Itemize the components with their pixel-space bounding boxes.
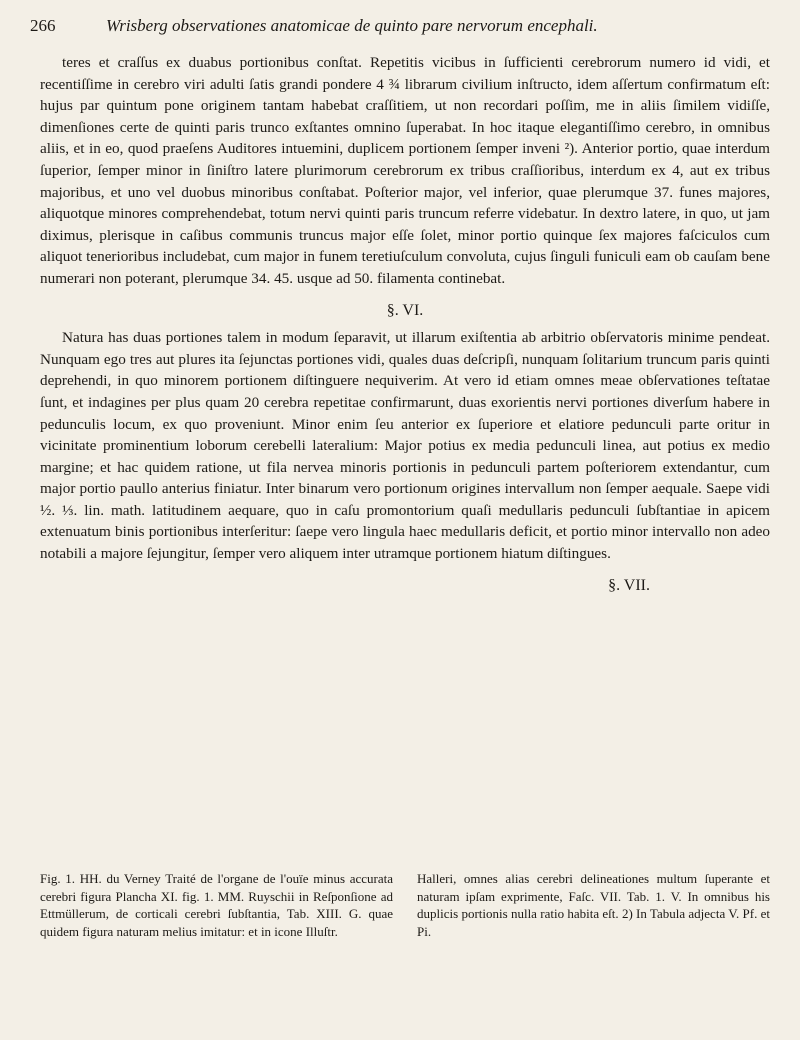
footnotes <box>40 870 770 940</box>
running-title: Wrisberg observationes anatomicae de quinto pare nervorum encephali. <box>106 16 598 35</box>
paragraph-section5-continuation: teres et craſſus ex duabus portionibus conſtat. Repetitis vicibus in ſufficienti cerebrorum numero id vidi, et recentiſſime in cerebro viri adulti ſatis grandi pondere 4 ¾ librarum civilium inſtructo, idem aſſertum confirmatum eſt: hujus par quintum pone originem tantam habebat craſſitiem, ut non recordari poſſim, me in aliis ſimilem vidiſſe, dimenſiones certe de quinti paris trunco exſtantes omnino ſuperabat. In hoc itaque elegantiſſimo cerebro, in omnibus aliis, et in eo, quod praeſens Auditores intuemini, duplicem portionem ſemper inveni ²). Anterior portio, quae interdum ſuperior, ſemper minor in ſiniſtro latere plurimorum cerebrorum ex tribus craſſioribus, interdum ex 4, aut ex tribus majoribus, et uno vel duobus minoribus conſtabat. Poſterior major, vel inferior, quae plerumque 37. funes majores, aliquotque minores comprehendebat, totum nervi quinti paris truncum referre videbatur. In dextro latere, in quo, ut jam diximus, plerisque in caſibus communis truncus major eſſe ſolet, minor portio quinque ſex majores faſciculos cum aliquot tenerioribus includebat, cum major in funem teretiuſculum convoluta, cujus ſinguli funiculi eam ob cauſam bene numerari non poterant, plerumque 34. 45. usque ad 50. filamenta continebat. <box>40 54 770 287</box>
footnote-right-text: Halleri, omnes alias cerebri delineationes multum ſuperante et naturam ipſam exprimente, Faſc. VII. Tab. 1. V. In omnibus his duplicis portionis nulla ratio habita eſt. 2) In Tabula adjecta V. Pf. et Pi. <box>417 871 770 939</box>
footnote-column-right <box>417 870 770 940</box>
running-header <box>30 14 770 42</box>
section-heading-vii: §. VII. <box>608 576 650 594</box>
footnote-column-left <box>40 870 393 940</box>
footnote-left-text: Fig. 1. HH. du Verney Traité de l'organe de l'ouïe minus accurata cerebri figura Plancha XI. fig. 1. MM. Ruyschii in Reſponſione ad Ettmüllerum, de corticali cerebri ſubſtantia, Tab. XIII. G. quae quidem figura naturam melius imitatur: et in icone Illuſtr. <box>40 871 393 939</box>
section-heading-vi: §. VI. <box>386 301 424 319</box>
paragraph-section6: Natura has duas portiones talem in modum ſeparavit, ut illarum exiſtentia ab arbitrio obſervatoris minime pendeat. Nunquam ego tres aut plures ita ſejunctas portiones vidi, quales duas deſcripſi, nunquam ſolitarium truncum paris quinti deprehendi, in quo minorem portionem diſtinguere nequiverim. At vero id etiam omnes meae obſervationes teſtatae ſunt, et indagines per plus quam 20 cerebra repetitae confirmarunt, duas exorientis nervi portiones diverſum habere in pedunculis locum, ex quo proveniunt. Minor enim ſeu anterior ex ſuperiore et elatiore pedunculi parte oritur in vicinitate prominentium loborum cerebelli lateralium: Major potius ex media pedunculi linea, aut potius ex medio margine; et hac quidem ratione, ut fila nervea minoris portionis in pedunculi partem poſteriorem extendantur, cum major portio paullo anterius finiatur. Inter binarum vero portionum origines intervallum non ſemper aequale. Saepe vidi ½. ⅓. lin. math. latitudinem aequare, quo in caſu promontorium quaſi medullaris pedunculi ſubſtantiae in apicem extenuatum binis portionibus interſeritur: ſaepe vero lingula haec medullaris deficit, et portio minor intervallo non adeo notabili a majore ſejungitur, ſemper vero aliquem inter utramque portionem hiatum diſtingues. <box>40 329 770 563</box>
main-text <box>40 52 770 602</box>
page-number: 266 <box>30 16 56 35</box>
